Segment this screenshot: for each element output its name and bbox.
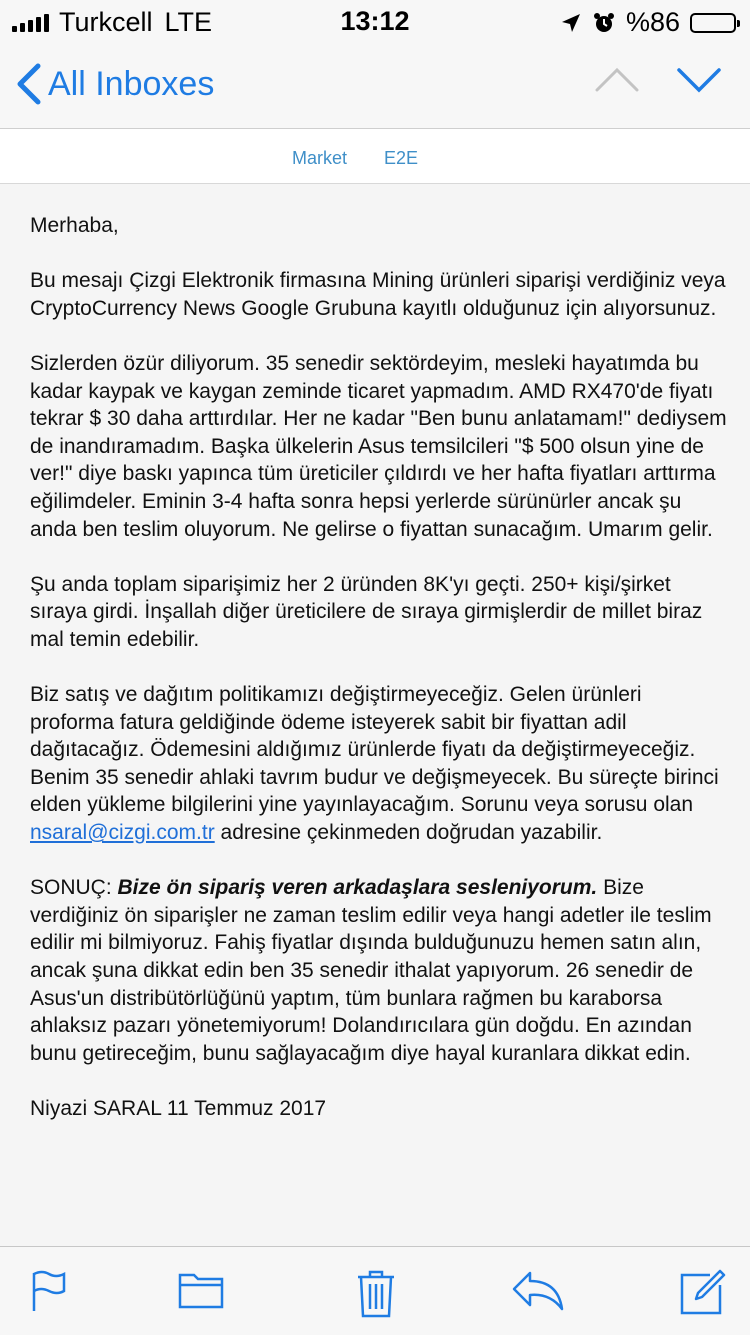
reply-button[interactable] — [512, 1269, 564, 1316]
status-right — [560, 7, 736, 38]
paragraph-3: Şu anda toplam siparişimiz her 2 üründen 8K'yı geçti. 250+ kişi/şirket sıraya girdi. İnşallah diğer üreticilere de sıraya girmişlerdir de millet biraz mal temin edebilir. — [30, 572, 703, 651]
paragraph-4-text-end: adresine çekinmeden doğrudan yazabilir. — [214, 821, 603, 845]
back-button-label: All Inboxes — [48, 64, 215, 103]
reply-icon — [512, 1269, 564, 1311]
trash-icon — [356, 1269, 396, 1319]
chevron-up-icon — [594, 64, 640, 94]
tag-market[interactable]: Market — [292, 148, 348, 168]
navigation-bar — [0, 42, 750, 129]
paragraph-4-text: Biz satış ve dağıtım politikamızı değiştirmeyeceğiz. Gelen ürünleri proforma fatura geldiğinde ödeme isteyerek sabit bir fiyattan adil dağıtacağız. Ödemesini aldığımız ürünlerde fiyatı da değiştirmeyeceğiz. Benim 35 senedir ahlaki tavrım budur ve değişmeyecek. Bu süreçte birinci elden yükleme bilgilerini yine yayınlayacağım. Sorunu veya sorusu olan — [30, 683, 719, 817]
signature: Niyazi SARAL 11 Temmuz 2017 — [30, 1097, 327, 1120]
greeting: Merhaba, — [30, 214, 119, 237]
move-to-folder-button[interactable] — [178, 1269, 224, 1314]
status-bar — [0, 0, 750, 42]
paragraph-4 — [30, 681, 730, 847]
battery-percentage: %86 — [625, 7, 680, 37]
carrier-name: Turkcell — [59, 7, 153, 37]
previous-message-button[interactable] — [594, 64, 640, 99]
flag-icon — [30, 1269, 68, 1313]
delete-button[interactable] — [356, 1269, 396, 1324]
status-time: 13:12 — [340, 6, 410, 36]
location-arrow-icon — [560, 12, 582, 34]
message-tags — [0, 129, 750, 184]
compose-button[interactable] — [680, 1269, 726, 1320]
chevron-left-icon — [14, 62, 42, 106]
tag-e2e[interactable]: E2E — [384, 148, 419, 168]
folder-icon — [178, 1269, 224, 1309]
bottom-toolbar — [0, 1246, 750, 1335]
message-body — [30, 212, 730, 1150]
flag-button[interactable] — [30, 1269, 68, 1318]
alarm-clock-icon — [592, 11, 616, 35]
chevron-down-icon — [676, 64, 722, 94]
conclusion-prefix: SONUÇ: — [30, 876, 118, 900]
conclusion-text: Bize verdiğiniz ön siparişler ne zaman teslim edilir veya hangi adetler ile teslim edilir mi bilmiyoruz. Fahiş fiyatlar dışında bulduğunuzu hemen satın alın, ancak şuna dikkat edin ben 35 senedir ithalat yapıyorum. 26 senedir de Asus'un distribütörlüğünü yaptım, tüm bunlara rağmen bu karaborsa ahlaksız pazarı yönetemiyorum! Dolandırıcılara gün doğdu. En azından bunu getireceğim, bunu sağlayacağım diye hayal kuranlara dikkat edin. — [30, 876, 712, 1065]
compose-icon — [680, 1269, 726, 1315]
back-button[interactable] — [14, 62, 214, 106]
network-type: LTE — [164, 7, 213, 37]
paragraph-2: Sizlerden özür diliyorum. 35 senedir sektördeyim, mesleki hayatımda bu kadar kaypak ve kaygan zeminde ticaret yapmadım. AMD RX470'de fiyatı tekrar $ 30 daha arttırdılar. Her ne kadar "Ben bunu anlatamam!" dediysem de inandıramadım. Başka ülkelerin Asus temsilcileri "$ 500 olsun yine de ver!" diye baskı yapınca tüm üreticiler çıldırdı ve her hafta fiyatları arttırma eğilimdeler. Eminin 3-4 hafta sonra hepsi yerlerde sürünürler ancak şu anda ben teslim oluyorum. Ne gelirse o fiyattan sunacağım. Umarım gelir. — [30, 351, 727, 541]
next-message-button[interactable] — [676, 64, 722, 99]
conclusion-emphasis: Bize ön sipariş veren arkadaşlara sesleniyorum. — [117, 876, 598, 900]
paragraph-5 — [30, 874, 730, 1067]
battery-icon — [690, 13, 736, 33]
paragraph-1: Bu mesajı Çizgi Elektronik firmasına Mining ürünleri siparişi verdiğiniz veya CryptoCurrency News Google Grubuna kayıtlı olduğunuz için alıyorsunuz. — [30, 269, 726, 320]
email-link[interactable]: nsaral@cizgi.com.tr — [30, 821, 215, 845]
